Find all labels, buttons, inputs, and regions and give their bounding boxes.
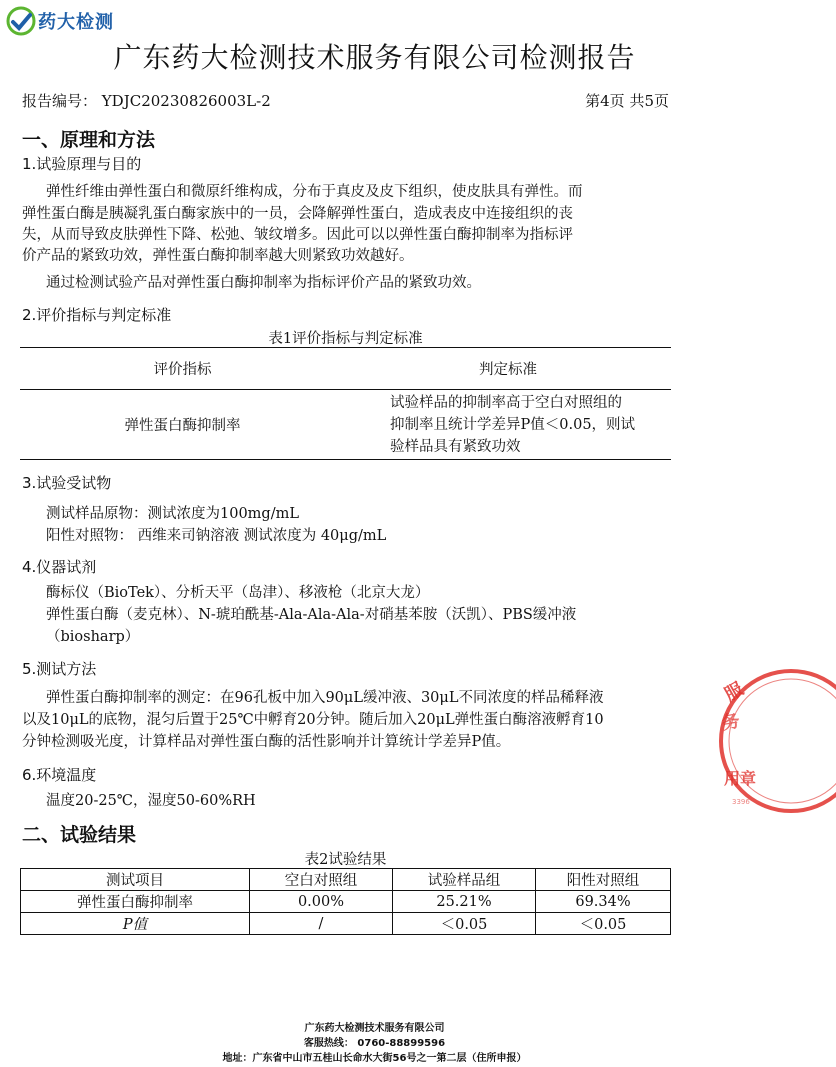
- subsection-title: 3.试验受试物: [22, 474, 112, 492]
- report-number: 报告编号： YDJC20230826003L-2: [22, 92, 271, 110]
- paragraph-line: 酶标仪（BioTek）、分析天平（岛津）、移液枪（北京大龙）: [46, 585, 430, 601]
- table-header-cell: 空白对照组: [250, 869, 393, 891]
- paragraph-line: 弹性蛋白酶是胰凝乳蛋白酶家族中的一员，会降解弹性蛋白，造成表皮中连接组织的丧: [22, 206, 573, 222]
- table-cell: 0.00%: [250, 891, 393, 913]
- table-header-row: [20, 348, 671, 390]
- paragraph-line: 弹性纤维由弹性蛋白和微原纤维构成，分布于真皮及皮下组织，使皮肤具有弹性。而: [46, 184, 583, 200]
- paragraph-line: 温度20-25℃，湿度50-60%RH: [46, 793, 256, 809]
- paragraph-line: 价产品的紧致功效，弹性蛋白酶抑制率越大则紧致功效越好。: [22, 248, 414, 264]
- footer-hotline: 客服热线： 0760-88899596: [303, 1038, 446, 1049]
- section-heading-results: 二、试验结果: [22, 824, 137, 846]
- svg-text:3396: 3396: [732, 798, 750, 806]
- table-row: [21, 913, 671, 935]
- criteria-line: 抑制率且统计学差异P值＜0.05，则试: [390, 416, 636, 433]
- table-cell: 69.34%: [536, 891, 671, 913]
- table-cell: 25.21%: [393, 891, 536, 913]
- paragraph-line: 弹性蛋白酶抑制率的测定：在96孔板中加入90μL缓冲液、30μL不同浓度的样品稀释液: [46, 690, 604, 706]
- report-title: 广东药大检测技术服务有限公司检测报告: [113, 41, 636, 74]
- paragraph-line: 阳性对照物： 西维来司钠溶液 测试浓度为 40μg/mL: [46, 528, 387, 544]
- company-seal-stamp: [716, 666, 757, 816]
- table-cell: /: [250, 913, 393, 935]
- paragraph-line: 分钟检测吸光度，计算样品对弹性蛋白酶的活性影响并计算统计学差异P值。: [22, 734, 511, 750]
- table-cell: 弹性蛋白酶抑制率: [21, 891, 250, 913]
- paragraph-line: 弹性蛋白酶（麦克林）、N-琥珀酰基-Ala-Ala-Ala-对硝基苯胺（沃凯）、PBS缓冲液: [46, 607, 577, 623]
- table-header-cell: 试验样品组: [393, 869, 536, 891]
- subsection-title: 5.测试方法: [22, 660, 97, 678]
- paragraph-line: 失，从而导致皮肤弹性下降、松弛、皱纹增多。因此可以以弹性蛋白酶抑制率为指标评: [22, 227, 573, 243]
- table-cell-criteria: [345, 390, 671, 460]
- criteria-table: [20, 347, 671, 460]
- company-logo: [6, 4, 114, 38]
- table-cell: P值: [21, 913, 250, 935]
- svg-text:服: 服: [721, 678, 748, 706]
- seal-icon: [716, 666, 836, 816]
- footer-company: 广东药大检测技术服务有限公司: [304, 1023, 445, 1034]
- paragraph-line: （biosharp）: [46, 629, 140, 645]
- paragraph-line: 以及10μL的底物，混匀后置于25℃中孵育20分钟。随后加入20μL弹性蛋白酶溶液孵育10: [22, 712, 604, 728]
- subsection-title: 6.环境温度: [22, 766, 97, 784]
- page-info: 第4页 共5页: [585, 92, 669, 110]
- subsection-title: 1.试验原理与目的: [22, 155, 142, 173]
- table-cell: ＜0.05: [536, 913, 671, 935]
- paragraph-line: 通过检测试验产品对弹性蛋白酶抑制率为指标评价产品的紧致功效。: [46, 275, 481, 291]
- table-header-cell: 阳性对照组: [536, 869, 671, 891]
- table-cell: 弹性蛋白酶抑制率: [124, 418, 241, 434]
- subsection-title: 2.评价指标与判定标准: [22, 306, 172, 324]
- footer-address: 地址：广东省中山市五桂山长命水大街56号之一第二层（住所申报）: [222, 1053, 527, 1064]
- svg-text:务: 务: [720, 710, 742, 735]
- table-header-cell: 测试项目: [21, 869, 250, 891]
- paragraph-line: 测试样品原物：测试浓度为100mg/mL: [46, 506, 299, 522]
- results-table: [20, 868, 671, 935]
- section-heading-principles: 一、原理和方法: [22, 129, 156, 151]
- table-row: [20, 390, 671, 460]
- table-caption: 表1评价指标与判定标准: [268, 331, 423, 347]
- svg-text:用章: 用章: [724, 769, 757, 788]
- table-header-cell: 判定标准: [479, 362, 537, 378]
- criteria-line: 试验样品的抑制率高于空白对照组的: [390, 394, 622, 411]
- criteria-line: 验样品具有紧致功效: [390, 438, 521, 455]
- table-header-row: [21, 869, 671, 891]
- logo-text: 药大检测: [38, 12, 114, 33]
- logo-icon: [6, 6, 36, 36]
- table-cell: ＜0.05: [393, 913, 536, 935]
- subsection-title: 4.仪器试剂: [22, 558, 97, 576]
- table-caption: 表2试验结果: [304, 852, 387, 868]
- table-row: [21, 891, 671, 913]
- table-header-cell: 评价指标: [153, 362, 212, 378]
